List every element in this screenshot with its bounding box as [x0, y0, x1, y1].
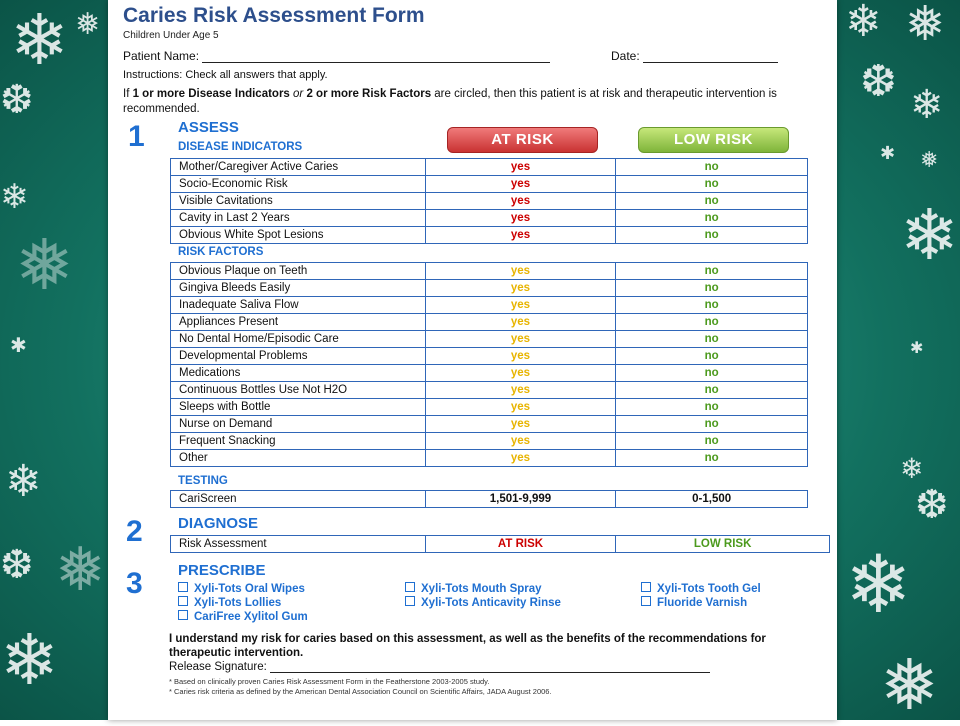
table-row[interactable] [171, 297, 808, 314]
table-row[interactable] [171, 348, 808, 365]
snowflake-icon: ❆ [0, 542, 34, 588]
prescribe-option[interactable] [178, 582, 305, 595]
snowflake-icon: ❄ [0, 619, 59, 701]
at-risk-answer[interactable]: yes [425, 365, 616, 382]
row-label: Gingiva Bleeds Easily [171, 280, 426, 297]
checkbox-icon[interactable] [641, 596, 651, 606]
row-label: No Dental Home/Episodic Care [171, 331, 426, 348]
at-risk-answer[interactable]: yes [425, 416, 616, 433]
row-label: Medications [171, 365, 426, 382]
at-risk-answer[interactable]: yes [425, 331, 616, 348]
snowflake-icon: ❄ [845, 0, 882, 47]
low-risk-answer[interactable]: no [616, 193, 808, 210]
row-label: Visible Cavitations [171, 193, 426, 210]
table-row[interactable] [171, 491, 808, 508]
row-label: Continuous Bottles Use Not H2O [171, 382, 426, 399]
low-risk-answer[interactable]: no [616, 297, 808, 314]
row-label: Obvious Plaque on Teeth [171, 263, 426, 280]
low-risk-answer[interactable]: no [616, 365, 808, 382]
row-label: Socio-Economic Risk [171, 176, 426, 193]
table-row[interactable] [171, 280, 808, 297]
date-field[interactable] [611, 49, 778, 63]
row-label: Mother/Caregiver Active Caries [171, 159, 426, 176]
table-row[interactable] [171, 314, 808, 331]
date-line[interactable] [643, 50, 778, 63]
snowflake-icon: ❆ [860, 56, 897, 107]
rule-prefix: If [123, 88, 133, 100]
table-row[interactable] [171, 331, 808, 348]
table-row[interactable] [171, 176, 808, 193]
option-label: Xyli-Tots Mouth Spray [421, 583, 542, 595]
disease-indicators-heading: DISEASE INDICATORS [178, 141, 303, 153]
low-risk-answer[interactable]: no [616, 450, 808, 467]
prescribe-option[interactable] [641, 582, 761, 595]
low-risk-answer[interactable]: no [616, 314, 808, 331]
option-label: Xyli-Tots Oral Wipes [194, 583, 305, 595]
table-row[interactable] [171, 399, 808, 416]
snowflake-icon: ❅ [15, 224, 74, 306]
at-risk-header: AT RISK [447, 127, 598, 153]
at-risk-answer[interactable]: yes [425, 399, 616, 416]
cariscreen-at-risk[interactable]: 1,501-9,999 [425, 491, 616, 508]
row-label: Nurse on Demand [171, 416, 426, 433]
checkbox-icon[interactable] [405, 596, 415, 606]
table-row[interactable] [171, 416, 808, 433]
table-row[interactable] [171, 365, 808, 382]
diagnose-heading: DIAGNOSE [178, 515, 259, 532]
snowflake-icon: ❄ [900, 194, 959, 276]
snowflake-icon: ✱ [10, 333, 27, 357]
step-1-number: 1 [128, 120, 145, 153]
at-risk-answer[interactable]: yes [425, 280, 616, 297]
rule-risk-factors: 2 or more Risk Factors [306, 88, 432, 100]
checkbox-icon[interactable] [178, 596, 188, 606]
low-risk-answer[interactable]: no [616, 176, 808, 193]
table-row[interactable] [171, 227, 808, 244]
prescribe-option[interactable] [178, 610, 308, 623]
date-label: Date: [611, 49, 640, 63]
patient-name-line[interactable] [202, 50, 550, 63]
low-risk-answer[interactable]: no [616, 263, 808, 280]
instructions: Instructions: Check all answers that apply. [123, 69, 328, 81]
testing-table [170, 490, 808, 508]
row-label: Developmental Problems [171, 348, 426, 365]
option-label: CariFree Xylitol Gum [194, 611, 308, 623]
snowflake-icon: ❆ [0, 77, 34, 123]
at-risk-answer[interactable]: yes [425, 210, 616, 227]
option-label: Xyli-Tots Lollies [194, 597, 282, 609]
table-row[interactable] [171, 263, 808, 280]
snowflake-icon: ❅ [880, 644, 939, 726]
snowflake-icon: ❄ [845, 538, 913, 631]
snowflake-icon: ❅ [920, 148, 939, 173]
option-label: Fluoride Varnish [657, 597, 748, 609]
risk-rule [123, 87, 828, 117]
option-label: Xyli-Tots Anticavity Rinse [421, 597, 561, 609]
risk-factors-heading: RISK FACTORS [178, 246, 264, 258]
row-label: Other [171, 450, 426, 467]
low-risk-answer[interactable]: no [616, 210, 808, 227]
snowflake-icon: ❅ [55, 535, 106, 605]
at-risk-answer[interactable]: yes [425, 450, 616, 467]
snowflake-icon: ❄ [910, 82, 944, 128]
snowflake-icon: ❄ [900, 452, 924, 485]
step-2-number: 2 [126, 515, 143, 548]
diagnose-table [170, 535, 830, 553]
snowflake-icon: ❄ [5, 456, 42, 507]
diagnosis-at-risk[interactable]: AT RISK [425, 536, 616, 553]
row-label: Cavity in Last 2 Years [171, 210, 426, 227]
disease-indicators-table [170, 158, 808, 244]
table-row[interactable] [171, 382, 808, 399]
table-row[interactable] [171, 536, 830, 553]
form-page [108, 0, 837, 720]
cariscreen-low-risk[interactable]: 0-1,500 [616, 491, 808, 508]
snowflake-icon: ❅ [75, 7, 101, 42]
low-risk-answer[interactable]: no [616, 227, 808, 244]
low-risk-answer[interactable]: no [616, 159, 808, 176]
row-label: Risk Assessment [171, 536, 426, 553]
patient-name-field[interactable] [123, 49, 550, 63]
row-label: Frequent Snacking [171, 433, 426, 450]
footnote: * Caries risk criteria as defined by the American Dental Association Council on Scientific Affairs, JADA August 2006. [169, 687, 552, 696]
prescribe-option[interactable] [405, 596, 561, 609]
low-risk-answer[interactable]: no [616, 399, 808, 416]
option-label: Xyli-Tots Tooth Gel [657, 583, 761, 595]
signature-field[interactable] [169, 660, 710, 673]
table-row[interactable] [171, 450, 808, 467]
low-risk-answer[interactable]: no [616, 433, 808, 450]
at-risk-answer[interactable]: yes [425, 297, 616, 314]
at-risk-answer[interactable]: yes [425, 433, 616, 450]
snowflake-icon: ✱ [880, 143, 896, 164]
patient-name-label: Patient Name: [123, 49, 200, 63]
diagnosis-low-risk[interactable]: LOW RISK [616, 536, 830, 553]
snowflake-icon: ❆ [915, 482, 949, 528]
checkbox-icon[interactable] [405, 582, 415, 592]
checkbox-icon[interactable] [641, 582, 651, 592]
low-risk-answer[interactable]: no [616, 382, 808, 399]
snowflake-icon: ✱ [910, 338, 924, 357]
prescribe-option[interactable] [641, 596, 747, 609]
consent-statement: I understand my risk for caries based on this assessment, as well as the benefits of the recommendations for therapeutic intervention. [169, 633, 766, 659]
risk-factors-table [170, 262, 808, 467]
form-title: Caries Risk Assessment Form [123, 4, 425, 27]
row-label: Obvious White Spot Lesions [171, 227, 426, 244]
prescribe-option[interactable] [405, 582, 542, 595]
row-label: Inadequate Saliva Flow [171, 297, 426, 314]
rule-disease-indicators: 1 or more Disease Indicators [132, 88, 290, 100]
checkbox-icon[interactable] [178, 582, 188, 592]
form-subtitle: Children Under Age 5 [123, 30, 219, 41]
prescribe-option[interactable] [178, 596, 281, 609]
prescribe-heading: PRESCRIBE [178, 562, 266, 579]
testing-heading: TESTING [178, 475, 228, 487]
signature-line[interactable] [270, 660, 710, 673]
table-row[interactable] [171, 193, 808, 210]
at-risk-answer[interactable]: yes [425, 263, 616, 280]
signature-label: Release Signature: [169, 661, 267, 673]
snowflake-icon: ❄ [10, 0, 69, 81]
step-3-number: 3 [126, 567, 143, 600]
low-risk-answer[interactable]: no [616, 331, 808, 348]
low-risk-answer[interactable]: no [616, 348, 808, 365]
low-risk-answer[interactable]: no [616, 416, 808, 433]
checkbox-icon[interactable] [178, 610, 188, 620]
at-risk-answer[interactable]: yes [425, 159, 616, 176]
at-risk-answer[interactable]: yes [425, 227, 616, 244]
snowflake-icon: ❅ [905, 0, 946, 52]
table-row[interactable] [171, 433, 808, 450]
table-row[interactable] [171, 159, 808, 176]
table-row[interactable] [171, 210, 808, 227]
assess-heading: ASSESS [178, 119, 239, 136]
rule-or: or [289, 88, 307, 100]
at-risk-answer[interactable]: yes [425, 382, 616, 399]
row-label: CariScreen [171, 491, 426, 508]
low-risk-header: LOW RISK [638, 127, 789, 153]
footnote: * Based on clinically proven Caries Risk Assessment Form in the Featherstone 2003-2005 study. [169, 677, 490, 686]
rule-suffix: are circled, then this patient is at risk and therapeutic intervention is recommended. [123, 88, 777, 115]
low-risk-answer[interactable]: no [616, 280, 808, 297]
row-label: Appliances Present [171, 314, 426, 331]
at-risk-answer[interactable]: yes [425, 176, 616, 193]
snowflake-icon: ❄ [0, 177, 29, 217]
at-risk-answer[interactable]: yes [425, 314, 616, 331]
at-risk-answer[interactable]: yes [425, 193, 616, 210]
at-risk-answer[interactable]: yes [425, 348, 616, 365]
row-label: Sleeps with Bottle [171, 399, 426, 416]
